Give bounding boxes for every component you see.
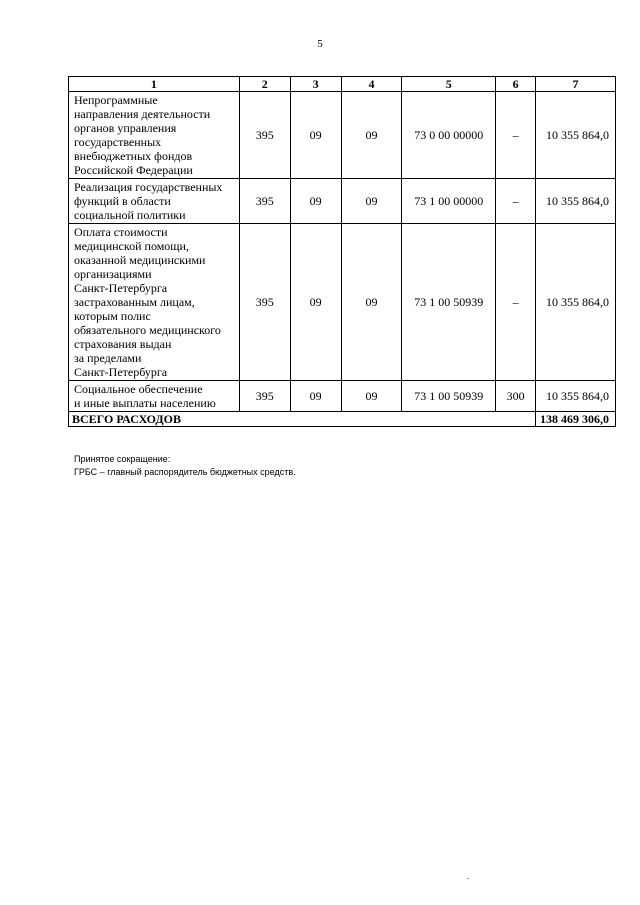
target-article: 73 0 00 00000	[402, 92, 496, 179]
column-header: 3	[290, 77, 341, 92]
subsection-code: 09	[341, 381, 402, 412]
subsection-code: 09	[341, 179, 402, 224]
notes	[74, 453, 296, 479]
column-header: 4	[341, 77, 402, 92]
column-header: 1	[69, 77, 240, 92]
column-header: 2	[239, 77, 290, 92]
amount: 10 355 864,0	[536, 92, 616, 179]
total-amount: 138 469 306,0	[536, 412, 616, 427]
scan-speck	[467, 878, 469, 879]
row-name: Непрограммные направления деятельности органов управления государственных внебюджетных фондов Российской Федерации	[69, 92, 240, 179]
expense-type: –	[496, 92, 536, 179]
subsection-code: 09	[341, 224, 402, 381]
notes-title: Принятое сокращение:	[74, 454, 171, 464]
table-row	[69, 92, 616, 179]
table-row	[69, 179, 616, 224]
target-article: 73 1 00 50939	[402, 224, 496, 381]
amount: 10 355 864,0	[536, 381, 616, 412]
section-code: 09	[290, 381, 341, 412]
notes-abbreviation: ГРБС – главный распорядитель бюджетных средств.	[74, 467, 296, 477]
table-row	[69, 224, 616, 381]
amount: 10 355 864,0	[536, 179, 616, 224]
page-number: 5	[317, 38, 323, 50]
expense-type: –	[496, 224, 536, 381]
row-name: Социальное обеспечение и иные выплаты населению	[69, 381, 240, 412]
expense-type: 300	[496, 381, 536, 412]
section-code: 09	[290, 224, 341, 381]
total-row	[69, 412, 616, 427]
row-name: Реализация государственных функций в области социальной политики	[69, 179, 240, 224]
column-header: 6	[496, 77, 536, 92]
column-header: 5	[402, 77, 496, 92]
target-article: 73 1 00 00000	[402, 179, 496, 224]
grbs-code: 395	[239, 179, 290, 224]
grbs-code: 395	[239, 224, 290, 381]
target-article: 73 1 00 50939	[402, 381, 496, 412]
section-code: 09	[290, 179, 341, 224]
budget-table	[68, 76, 616, 427]
grbs-code: 395	[239, 381, 290, 412]
table-row	[69, 381, 616, 412]
total-label: ВСЕГО РАСХОДОВ	[69, 412, 536, 427]
row-name: Оплата стоимости медицинской помощи, оказанной медицинскими организациями Санкт-Петербурга застрахованным лицам, которым полис обязательного медицинского страхования выдан за пределами Санкт-Петербурга	[69, 224, 240, 381]
column-header: 7	[536, 77, 616, 92]
section-code: 09	[290, 92, 341, 179]
grbs-code: 395	[239, 92, 290, 179]
header-row	[69, 77, 616, 92]
amount: 10 355 864,0	[536, 224, 616, 381]
subsection-code: 09	[341, 92, 402, 179]
expense-type: –	[496, 179, 536, 224]
